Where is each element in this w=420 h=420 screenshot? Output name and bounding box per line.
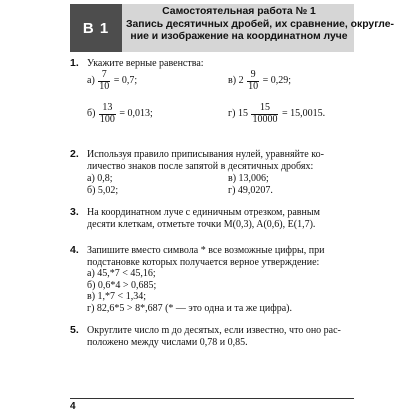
equality-rhs: = 0,29; [262,75,291,87]
numerator: 13 [99,103,116,115]
option-g: г) 82,6*5 > 8*,687 (* — это одна и та же цифра). [87,302,292,314]
option-b: б) 5,02; [87,184,119,196]
subtitle-line: Запись десятичных дробей, их сравнение, округле- [126,18,394,30]
text-line: На координатном луче с единичным отрезком, равным [87,207,320,218]
numerator: 15 [251,103,278,115]
denominator: 10000 [252,113,278,125]
option-a: а) 45,*7 < 45,16; [87,268,156,280]
option-b: б) 0,6*4 > 0,685; [87,279,157,291]
denominator: 100 [99,113,115,125]
text-line: десяти клеткам, отметьте точки M(0,3), A(0,6), E(1,7). [87,218,316,230]
option-v [228,70,291,92]
task-1 [70,58,354,142]
text-line: подстановке которых получается верное утверждение: [87,256,320,268]
option-label: в) [228,75,237,87]
variant-badge: В 1 [70,4,122,52]
fraction [98,70,110,92]
option-g: г) 49,0207. [228,184,273,196]
task-text: Укажите верные равенства: [87,58,204,69]
task-3 [70,207,354,233]
option-label: а) [87,75,95,87]
option-v: в) 13,006; [228,172,269,184]
task-text [87,207,354,230]
option-a [87,70,137,92]
equalities-grid [87,70,354,140]
text-line: Округлите число m до десятых, если известно, что оно рас- [87,325,341,336]
numerator: 7 [98,70,110,82]
option-v: в) 1,*7 < 1,34; [87,291,146,303]
option-a: а) 0,8; [87,172,113,184]
whole-part: 2 [238,75,244,87]
option-b [87,103,153,125]
equality-rhs: = 0,7; [113,75,138,87]
whole-part: 15 [237,108,248,120]
option-g [228,103,325,125]
text-line: Используя правило приписывания нулей, уравняйте ко- [87,149,324,160]
task-number: 2. [70,148,79,160]
task-number: 4. [70,244,79,256]
task-4 [70,245,354,317]
text-line: Запишите вместо символа * все возможные цифры, при [87,245,325,256]
option-label: б) [87,108,96,120]
task-text [87,149,354,172]
numerator: 9 [247,70,259,82]
equality-rhs: = 0,013; [119,108,153,120]
denominator: 10 [248,80,259,92]
text-line: положено между числами 0,78 и 0,85. [87,336,248,348]
fraction [99,103,116,125]
denominator: 10 [99,80,110,92]
page-number: 4 [70,401,76,412]
fractions-grid [87,173,354,199]
equality-rhs: = 15,0015. [281,108,326,120]
text-line: личество знаков после запятой в десятичных дробях: [87,160,314,172]
task-text [87,245,354,315]
task-number: 1. [70,57,79,69]
fraction [251,103,278,125]
title-line: Самостоятельная работа № 1 [162,6,316,17]
option-label: г) [228,108,236,120]
subtitle-line: ние и изображение на координатном луче [130,31,348,43]
task-text [87,325,354,348]
fraction [247,70,259,92]
worksheet-title [126,6,394,44]
task-5 [70,325,354,351]
task-2 [70,149,354,199]
footer-divider [70,398,354,399]
task-number: 3. [70,206,79,218]
task-number: 5. [70,324,79,336]
